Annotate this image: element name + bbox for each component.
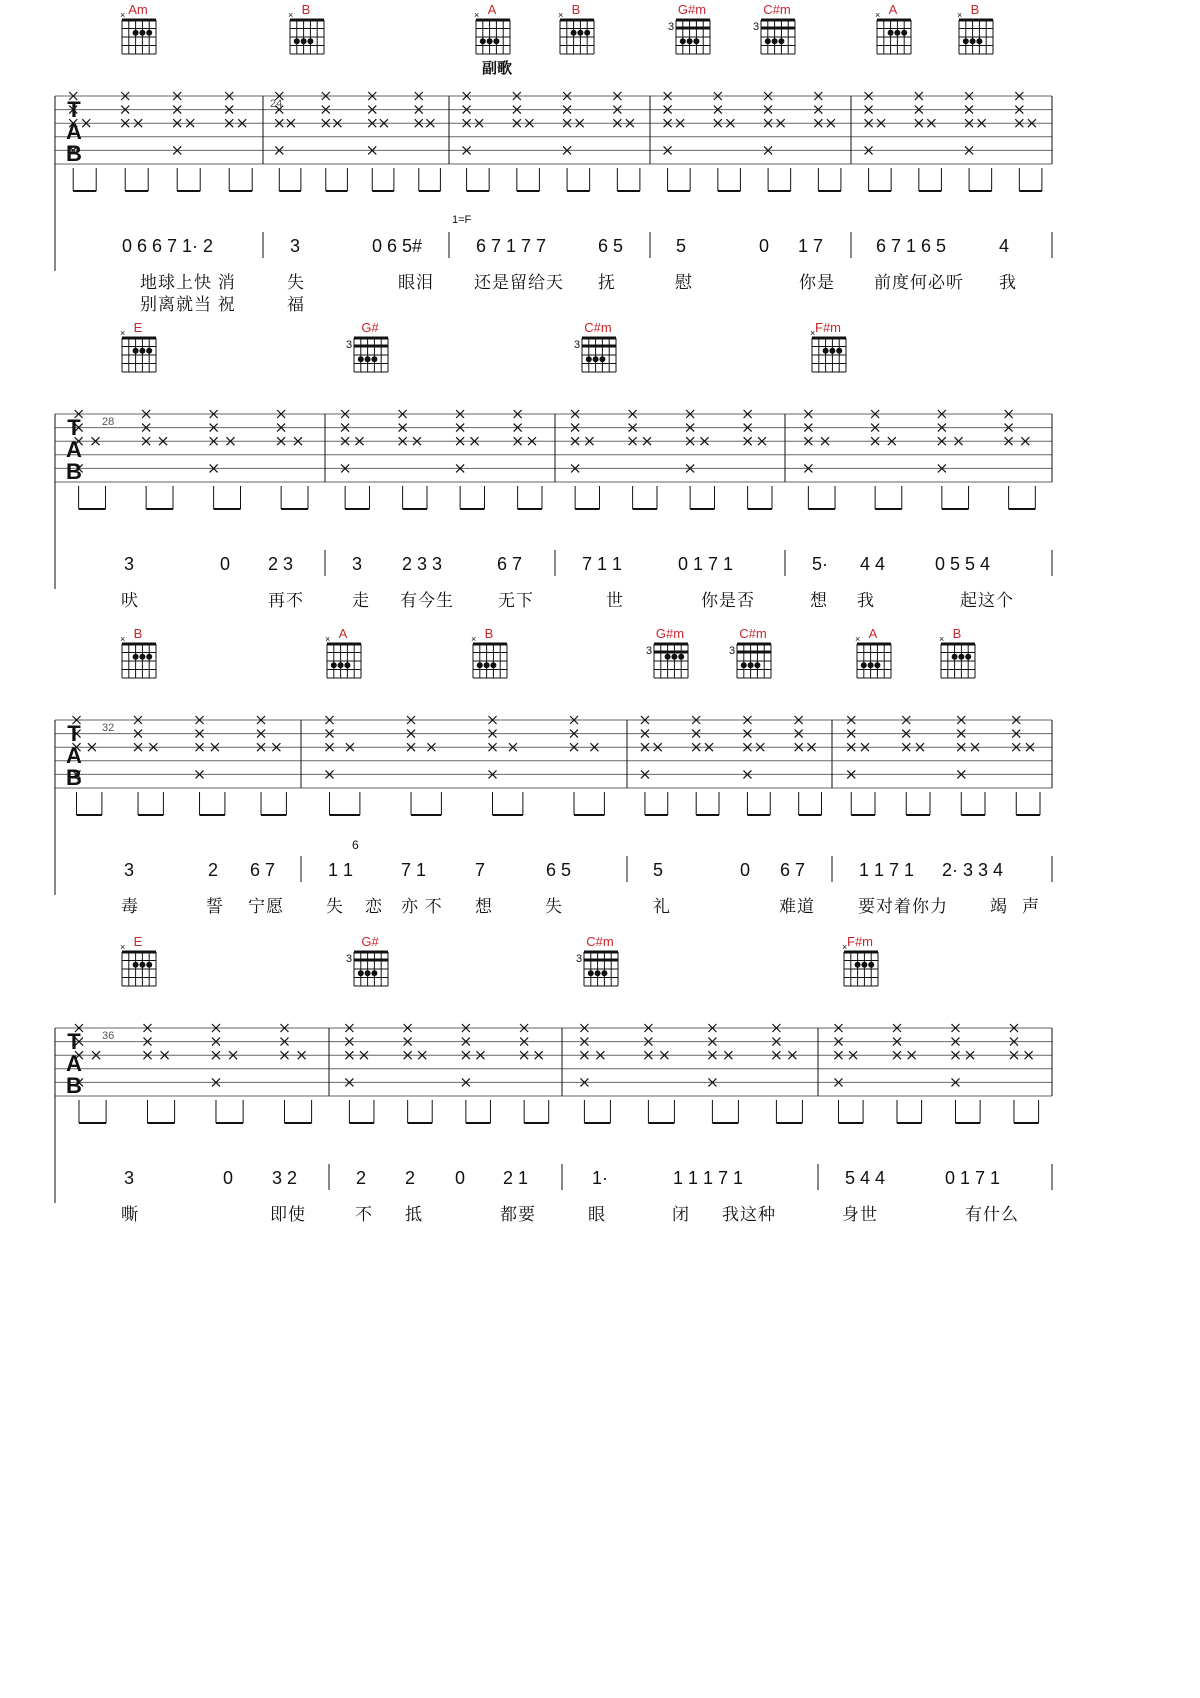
lyric-line-1: 不 <box>355 1205 373 1224</box>
lyric-line-1: 竭 <box>990 897 1008 916</box>
finger-dot <box>748 662 754 668</box>
mute-mark: × <box>558 10 564 20</box>
jianpu-notes: 0 6 5# <box>372 236 423 256</box>
chord-name: G#m <box>655 626 685 641</box>
jianpu-notes: 2· 3 3 4 <box>942 860 1004 880</box>
key-label: 1=F <box>452 214 472 226</box>
lyric-line-1: 无下 <box>498 591 534 610</box>
section-label: 副歌 <box>482 60 513 77</box>
chord-diagram <box>574 320 616 372</box>
finger-dot <box>888 30 894 36</box>
lyric-line-1: 亦 不 <box>401 897 443 916</box>
tab-clef-letter: B <box>66 1073 82 1098</box>
finger-dot <box>371 970 377 976</box>
finger-dot <box>365 356 371 362</box>
chord-diagram <box>939 626 975 678</box>
tab-clef-letter: T <box>67 97 81 122</box>
finger-dot <box>139 962 145 968</box>
tab-clef-letter: B <box>66 459 82 484</box>
lyric-line-1: 我 <box>857 591 875 610</box>
finger-dot <box>493 38 499 44</box>
chord-diagram <box>120 934 156 986</box>
finger-dot <box>894 30 900 36</box>
finger-dot <box>823 348 829 354</box>
jianpu-notes: 3 <box>124 1168 135 1188</box>
jianpu-notes: 3 <box>124 860 135 880</box>
mute-mark: × <box>957 10 963 20</box>
chord-diagram <box>729 626 771 678</box>
jianpu-notes: 6 5 <box>598 236 624 256</box>
jianpu-notes: 1· <box>592 1168 609 1188</box>
finger-dot <box>577 30 583 36</box>
chord-diagram <box>875 2 911 54</box>
lyric-line-1: 抵 <box>405 1205 423 1224</box>
chord-diagram <box>288 2 324 54</box>
chord-diagram <box>576 934 618 986</box>
tab-clef-letter: A <box>66 437 82 462</box>
chord-name: A <box>888 2 898 17</box>
strum-notes <box>69 92 1042 191</box>
mute-mark: × <box>325 634 331 644</box>
finger-dot <box>855 962 861 968</box>
chord-diagram <box>325 626 361 678</box>
tab-clef-letter: T <box>67 721 81 746</box>
strum-notes <box>73 716 1040 815</box>
lyric-line-1: 走 <box>352 591 370 610</box>
finger-dot <box>678 654 684 660</box>
measure-number: 28 <box>102 416 115 428</box>
jianpu-notes: 5 <box>676 236 687 256</box>
finger-dot <box>861 962 867 968</box>
jianpu-notes: 5 <box>653 860 664 880</box>
jianpu-notes: 1 1 7 1 <box>859 860 915 880</box>
finger-dot <box>133 30 139 36</box>
lyric-line-1: 声 <box>1022 897 1040 916</box>
jianpu-notes: 0 6 6 7 1· 2 <box>122 236 214 256</box>
finger-dot <box>754 662 760 668</box>
lyric-line-1: 失 <box>326 897 344 916</box>
jianpu-notes: 7 1 <box>401 860 427 880</box>
jianpu-notes: 4 <box>999 236 1010 256</box>
finger-dot <box>952 654 958 660</box>
jianpu-notes: 0 1 7 1 <box>945 1168 1001 1188</box>
chord-name: G# <box>361 934 379 949</box>
finger-dot <box>861 662 867 668</box>
chord-name: B <box>133 626 143 641</box>
finger-dot <box>146 30 152 36</box>
jianpu-notes: 2 3 3 <box>402 554 443 574</box>
jianpu-notes: 2 <box>405 1168 416 1188</box>
tab-clef-letter: B <box>66 141 82 166</box>
lyric-line-1: 地球上快 消 <box>140 273 236 292</box>
jianpu-notes: 6 7 1 7 7 <box>476 236 547 256</box>
chord-diagram <box>842 934 878 986</box>
chord-fret-number: 3 <box>668 21 675 33</box>
lyric-line-1: 想 <box>475 897 493 916</box>
chord-name: B <box>301 2 311 17</box>
jianpu-notes: 2 <box>356 1168 367 1188</box>
finger-dot <box>571 30 577 36</box>
chord-fret-number: 3 <box>753 21 760 33</box>
jianpu-notes: 0 <box>455 1168 466 1188</box>
lyric-line-1: 要对着你力 <box>858 897 948 916</box>
tab-staff <box>55 1028 1052 1203</box>
mute-mark: × <box>810 328 816 338</box>
jianpu-notes: 0 <box>220 554 231 574</box>
chord-name: C#m <box>763 2 791 17</box>
jianpu-notes: 2 3 <box>268 554 294 574</box>
mute-mark: × <box>120 10 126 20</box>
finger-dot <box>680 38 686 44</box>
chord-diagram <box>646 626 688 678</box>
chord-name: C#m <box>739 626 767 641</box>
finger-dot <box>307 38 313 44</box>
finger-dot <box>490 662 496 668</box>
chord-name: G# <box>361 320 379 335</box>
lyric-line-1: 你是否 <box>701 591 755 610</box>
finger-dot <box>741 662 747 668</box>
mute-mark: × <box>120 634 126 644</box>
finger-dot <box>358 356 364 362</box>
finger-dot <box>963 38 969 44</box>
finger-dot <box>371 356 377 362</box>
finger-dot <box>358 970 364 976</box>
lyric-line-1: 慰 <box>675 273 693 292</box>
finger-dot <box>976 38 982 44</box>
chord-name: A <box>487 2 497 17</box>
jianpu-notes: 1 1 <box>328 860 354 880</box>
lyric-line-1: 眼泪 <box>398 273 434 292</box>
finger-dot <box>338 662 344 668</box>
finger-dot <box>588 970 594 976</box>
chord-name: Am <box>128 2 148 17</box>
finger-dot <box>344 662 350 668</box>
lyric-line-1: 毒 <box>121 897 139 916</box>
finger-dot <box>765 38 771 44</box>
finger-dot <box>331 662 337 668</box>
finger-dot <box>477 662 483 668</box>
finger-dot <box>772 38 778 44</box>
jianpu-notes: 3 <box>352 554 363 574</box>
mute-mark: × <box>120 328 126 338</box>
jianpu-notes: 0 <box>759 236 770 256</box>
lyric-line-1: 誓 <box>206 897 224 916</box>
jianpu-notes: 0 <box>223 1168 234 1188</box>
chord-diagram <box>120 2 156 54</box>
mute-mark: × <box>474 10 480 20</box>
lyric-line-1: 你是 <box>799 273 835 292</box>
finger-dot <box>599 356 605 362</box>
lyric-line-1: 抚 <box>598 273 616 292</box>
jianpu-notes: 4 4 <box>860 554 886 574</box>
chord-diagram <box>753 2 795 54</box>
mute-mark: × <box>842 942 848 952</box>
finger-dot <box>665 654 671 660</box>
finger-dot <box>901 30 907 36</box>
jianpu-notes: 3 2 <box>272 1168 298 1188</box>
lyric-line-1: 宁愿 <box>248 897 284 916</box>
jianpu-notes: 1 7 <box>798 236 824 256</box>
tab-clef-letter: A <box>66 743 82 768</box>
jianpu-notes: 5 4 4 <box>845 1168 886 1188</box>
jianpu-notes: 0 5 5 4 <box>935 554 991 574</box>
lyric-line-1: 都要 <box>500 1205 536 1224</box>
chord-diagram <box>957 2 993 54</box>
chord-fret-number: 3 <box>574 339 581 351</box>
lyric-line-1: 难道 <box>779 897 815 916</box>
finger-dot <box>146 348 152 354</box>
jianpu-notes: 6 7 <box>250 860 276 880</box>
chord-fret-number: 3 <box>729 645 736 657</box>
tab-clef-letter: B <box>66 765 82 790</box>
chord-diagram <box>346 934 388 986</box>
chord-diagram <box>120 320 156 372</box>
finger-dot <box>836 348 842 354</box>
lyric-line-1: 想 <box>810 591 828 610</box>
finger-dot <box>868 962 874 968</box>
chord-diagram <box>471 626 507 678</box>
chord-name: C#m <box>586 934 614 949</box>
chord-name: B <box>571 2 581 17</box>
finger-dot <box>139 30 145 36</box>
chord-name: E <box>133 320 143 335</box>
tab-clef-letter: T <box>67 415 81 440</box>
finger-dot <box>294 38 300 44</box>
lyric-line-1: 我这种 <box>722 1205 776 1224</box>
chord-diagram <box>668 2 710 54</box>
jianpu-notes: 6 5 <box>546 860 572 880</box>
finger-dot <box>139 654 145 660</box>
lyric-line-1: 有什么 <box>965 1205 1019 1224</box>
chord-name: A <box>338 626 348 641</box>
lyric-line-1: 还是留给天 <box>474 273 564 292</box>
tab-staff <box>55 414 1052 589</box>
grace-note: 6 <box>352 838 359 852</box>
finger-dot <box>958 654 964 660</box>
chord-name: B <box>484 626 494 641</box>
finger-dot <box>970 38 976 44</box>
measure-number: 24 <box>270 98 283 110</box>
finger-dot <box>365 970 371 976</box>
finger-dot <box>487 38 493 44</box>
chord-diagram <box>474 2 510 54</box>
finger-dot <box>593 356 599 362</box>
finger-dot <box>868 662 874 668</box>
lyric-line-1: 失 <box>287 273 305 292</box>
jianpu-notes: 0 1 7 1 <box>678 554 734 574</box>
jianpu-notes: 1 1 1 7 1 <box>673 1168 744 1188</box>
lyric-line-1: 起这个 <box>960 591 1014 610</box>
finger-dot <box>146 962 152 968</box>
jianpu-notes: 7 1 1 <box>582 554 623 574</box>
chord-name: A <box>868 626 878 641</box>
finger-dot <box>829 348 835 354</box>
lyric-line-1: 礼 <box>653 897 671 916</box>
jianpu-notes: 7 <box>475 860 486 880</box>
measure-number: 32 <box>102 722 115 734</box>
jianpu-notes: 6 7 <box>497 554 523 574</box>
tab-clef-letter: A <box>66 119 82 144</box>
lyric-line-2: 别离就当 祝 <box>140 295 236 314</box>
chord-diagram <box>855 626 891 678</box>
lyric-line-1: 嘶 <box>121 1205 139 1224</box>
lyric-line-1: 即使 <box>270 1205 306 1224</box>
finger-dot <box>139 348 145 354</box>
finger-dot <box>965 654 971 660</box>
finger-dot <box>146 654 152 660</box>
chord-diagram <box>346 320 388 372</box>
finger-dot <box>671 654 677 660</box>
chord-name: B <box>952 626 962 641</box>
finger-dot <box>133 962 139 968</box>
mute-mark: × <box>855 634 861 644</box>
finger-dot <box>484 662 490 668</box>
lyric-line-1: 我 <box>999 273 1017 292</box>
chord-name: F#m <box>815 320 841 335</box>
lyric-line-1: 眼 <box>588 1205 606 1224</box>
finger-dot <box>586 356 592 362</box>
finger-dot <box>778 38 784 44</box>
jianpu-notes: 3 <box>290 236 301 256</box>
finger-dot <box>133 654 139 660</box>
lyric-line-1: 前度何必听 <box>874 273 964 292</box>
chord-fret-number: 3 <box>346 953 353 965</box>
jianpu-notes: 3 <box>124 554 135 574</box>
jianpu-notes: 0 <box>740 860 751 880</box>
strum-notes <box>75 1024 1039 1123</box>
lyric-line-1: 闭 <box>672 1205 690 1224</box>
chord-diagram <box>120 626 156 678</box>
chord-name: C#m <box>584 320 612 335</box>
mute-mark: × <box>471 634 477 644</box>
lyric-line-2: 福 <box>287 295 305 314</box>
jianpu-notes: 6 7 <box>780 860 806 880</box>
jianpu-notes: 2 <box>208 860 219 880</box>
lyric-line-1: 失 <box>545 897 563 916</box>
lyric-line-1: 再不 <box>268 591 304 610</box>
mute-mark: × <box>875 10 881 20</box>
finger-dot <box>874 662 880 668</box>
jianpu-notes: 5· <box>812 554 829 574</box>
lyric-line-1: 吠 <box>121 591 139 610</box>
finger-dot <box>584 30 590 36</box>
chord-name: E <box>133 934 143 949</box>
jianpu-notes: 6 7 1 6 5 <box>876 236 947 256</box>
lyric-line-1: 身世 <box>842 1205 878 1224</box>
chord-fret-number: 3 <box>576 953 583 965</box>
chord-name: G#m <box>677 2 707 17</box>
tab-clef-letter: T <box>67 1029 81 1054</box>
mute-mark: × <box>939 634 945 644</box>
lyric-line-1: 恋 <box>365 897 383 916</box>
finger-dot <box>687 38 693 44</box>
lyric-line-1: 有今生 <box>400 591 454 610</box>
finger-dot <box>133 348 139 354</box>
mute-mark: × <box>120 942 126 952</box>
finger-dot <box>595 970 601 976</box>
finger-dot <box>601 970 607 976</box>
chord-diagram <box>558 2 594 54</box>
finger-dot <box>301 38 307 44</box>
mute-mark: × <box>288 10 294 20</box>
chord-name: F#m <box>847 934 873 949</box>
chord-diagram <box>810 320 846 372</box>
chord-name: B <box>970 2 980 17</box>
lyric-line-1: 世 <box>606 591 624 610</box>
finger-dot <box>693 38 699 44</box>
tab-clef-letter: A <box>66 1051 82 1076</box>
chord-fret-number: 3 <box>646 645 653 657</box>
jianpu-notes: 2 1 <box>503 1168 529 1188</box>
finger-dot <box>480 38 486 44</box>
chord-fret-number: 3 <box>346 339 353 351</box>
measure-number: 36 <box>102 1030 115 1042</box>
